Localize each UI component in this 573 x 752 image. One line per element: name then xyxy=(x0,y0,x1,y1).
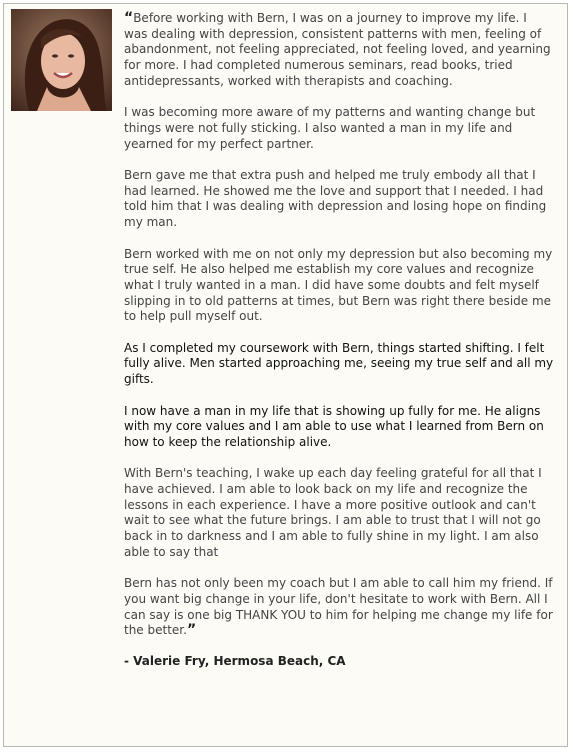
testimonial-text xyxy=(124,11,554,685)
paragraph-7: With Bern's teaching, I wake up each day feeling grateful for all that I have achieved. I am able to look back on my life and recognize the lessons in each experience. I have a more positive outlook and can't wait to see what the future brings. I am able to trust that I will not go back in to darkness and I am able to fully shine in my light. I am also able to say that xyxy=(124,466,542,559)
testimonial-card xyxy=(3,3,568,747)
paragraph-3: Bern gave me that extra push and helped me truly embody all that I had learned. He showed me the love and support that I needed. I had told him that I was dealing with depression and losing hope on finding my man. xyxy=(124,168,547,230)
close-quote: ” xyxy=(186,622,197,639)
paragraph-1 xyxy=(124,11,554,90)
paragraph-6: I now have a man in my life that is showing up fully for me. He aligns with my core values and I am able to use what I learned from Bern on how to keep the relationship alive. xyxy=(124,403,544,449)
paragraph-4: Bern worked with me on not only my depression but also becoming my true self. He also helped me establish my core values and recognize what I truly wanted in a man. I did have some doubts and felt myself slipping in to old patterns at times, but Bern was right there beside me to help pull myself out. xyxy=(124,246,553,324)
paragraph-1-text: Before working with Bern, I was on a journey to improve my life. I was dealing with depression, consistent patterns with men, feeling of abandonment, not feeling appreciated, not feeling loved, and yearning for more. I had completed numerous seminars, read books, tried antidepressants, worked with therapists and coaching. xyxy=(124,11,551,88)
open-quote: “ xyxy=(124,10,134,26)
person-portrait-photo xyxy=(11,9,112,111)
portrait-image xyxy=(11,9,112,111)
paragraph-8 xyxy=(124,576,554,639)
paragraph-2: I was becoming more aware of my patterns and wanting change but things were not fully sticking. I also wanted a man in my life and yearned for my perfect partner. xyxy=(124,105,536,151)
signature: - Valerie Fry, Hermosa Beach, CA xyxy=(124,654,346,669)
paragraph-8-text: Bern has not only been my coach but I am able to call him my friend. If you want big change in your life, don't hesitate to work with Bern. All I can say is one big THANK YOU to him for helping me change my life for the better. xyxy=(124,576,553,638)
paragraph-5: As I completed my coursework with Bern, things started shifting. I felt fully alive. Men started approaching me, seeing my true self and all my gifts. xyxy=(124,340,554,387)
